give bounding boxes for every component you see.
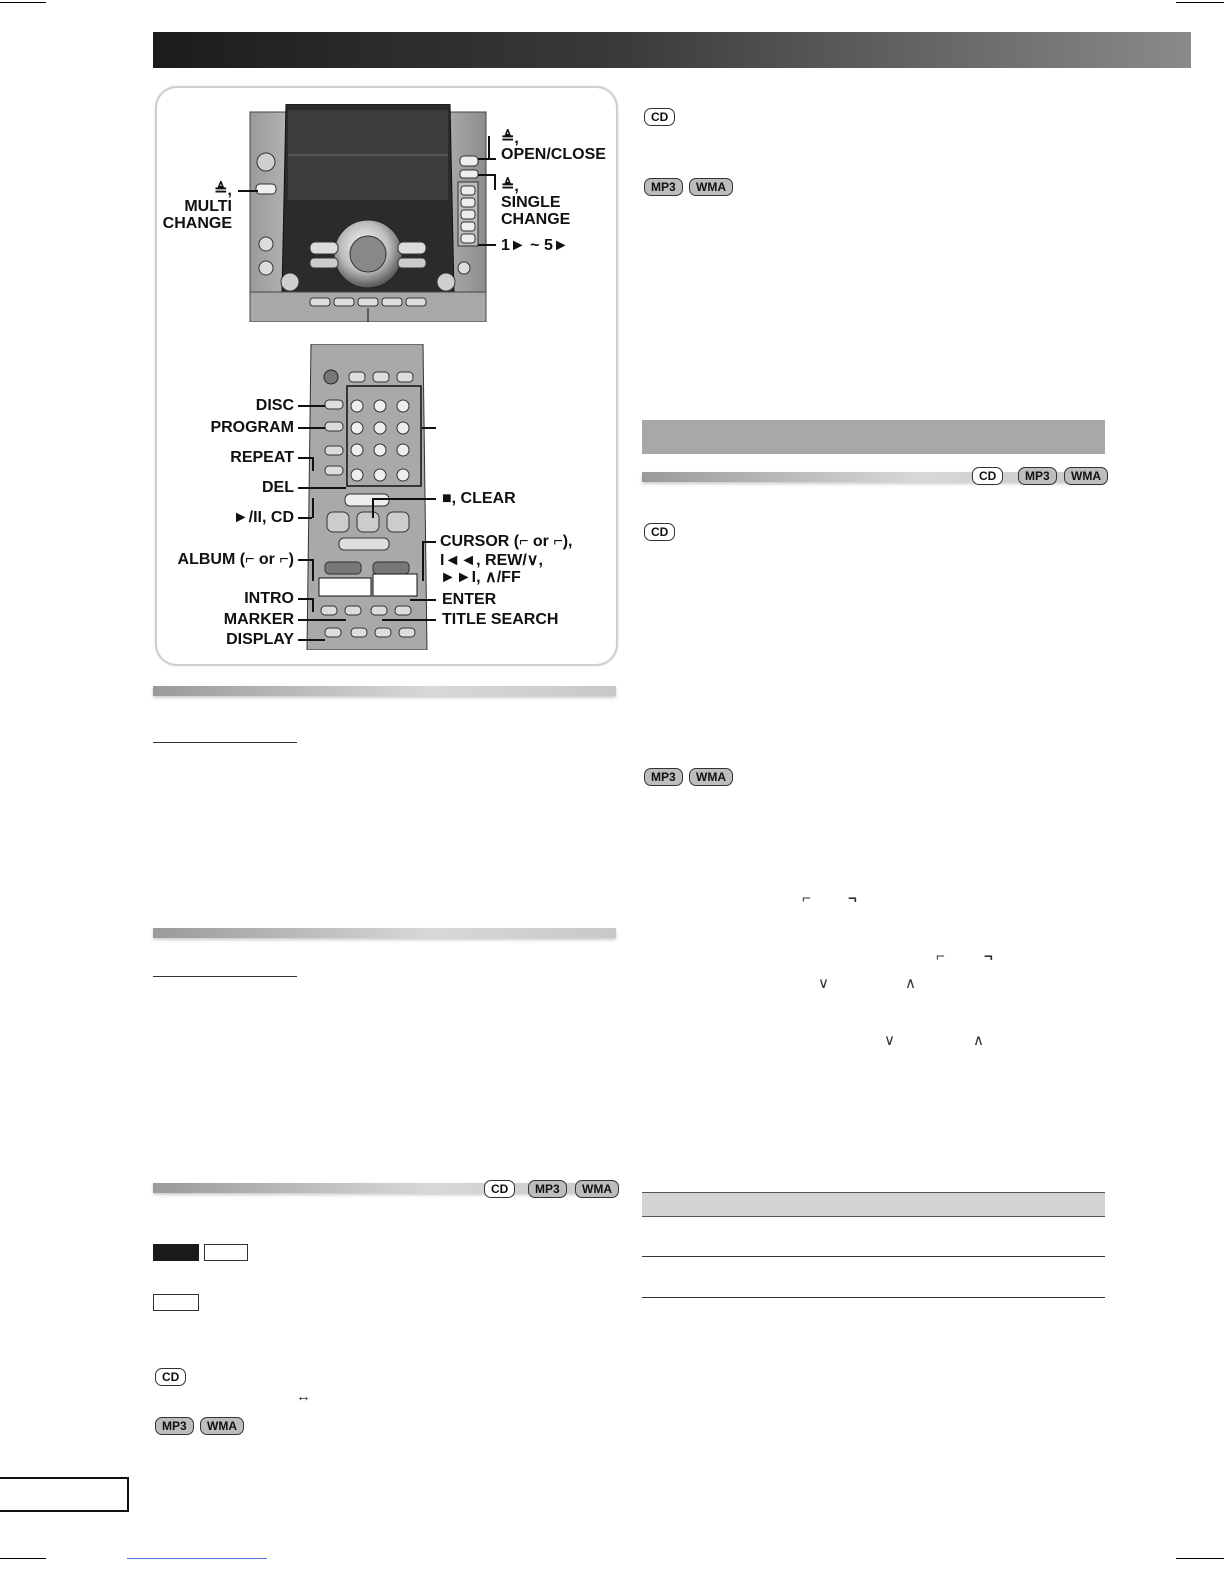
leader-repeat-v: [312, 457, 314, 471]
cursor-label-3: ►►I, ∧/FF: [440, 569, 521, 586]
display-label: DISPLAY: [226, 631, 294, 648]
title-search-label: TITLE SEARCH: [442, 611, 559, 628]
leader-intro-v: [312, 598, 314, 612]
wma-tag: WMA: [689, 178, 733, 196]
multi-change-label-2: CHANGE: [162, 215, 232, 232]
crop-mark-top-left: [0, 2, 46, 3]
leader-album-v: [312, 559, 314, 581]
leader-album: [298, 559, 312, 561]
wma-tag: WMA: [200, 1417, 244, 1435]
section-title-bar: [153, 32, 1191, 68]
cursor-left-icon: ⌐: [936, 948, 945, 965]
table-row-divider: [642, 1297, 1105, 1298]
mp3-tag: MP3: [644, 768, 683, 786]
down-icon: ∨: [884, 1032, 895, 1049]
page-number-box: [0, 1477, 129, 1512]
display-indicator-filled: [153, 1244, 199, 1261]
leader-title-search: [382, 619, 436, 621]
subheading-underline-2: [153, 976, 297, 977]
right-section-title-bar: [642, 420, 1105, 454]
crop-mark-top-right: [1176, 2, 1224, 3]
crop-mark-bottom-mid: [127, 1558, 267, 1559]
album-label: ALBUM (⌐ or ⌐): [177, 551, 294, 568]
cursor-right-icon: ¬: [984, 948, 993, 965]
up-icon: ∧: [973, 1032, 984, 1049]
mp3-tag: MP3: [528, 1180, 567, 1198]
cd-tag: CD: [644, 523, 675, 541]
main-unit-illustration: [248, 104, 488, 322]
display-indicator-outline-2: [153, 1294, 199, 1311]
eject-single-symbol: ≜,: [501, 178, 519, 195]
table-header-row: [642, 1192, 1105, 1217]
leader-play-v: [312, 498, 314, 518]
cursor-label-2: I◄◄, REW/∨,: [440, 552, 543, 569]
stop-clear-label: ■, CLEAR: [442, 490, 516, 507]
disc-label: DISC: [255, 397, 294, 414]
leader-enter: [410, 599, 436, 601]
down-icon: ∨: [818, 975, 829, 992]
leader-disc-keys: [478, 244, 496, 246]
leader-repeat: [298, 457, 312, 459]
leader-single-v: [494, 174, 496, 190]
section-heading-bar-1: [153, 686, 616, 696]
section-heading-bar-2: [153, 928, 616, 938]
leader-intro: [298, 598, 312, 600]
wma-tag: WMA: [689, 768, 733, 786]
leader-stop-v: [372, 498, 374, 518]
leader-cursor: [422, 541, 436, 543]
cursor-left-icon: ⌐: [802, 890, 811, 907]
marker-label: MARKER: [223, 611, 294, 628]
leader-numeric: [422, 427, 436, 429]
wma-tag: WMA: [1064, 467, 1108, 485]
leader-stop: [372, 498, 436, 500]
remote-control-illustration: [305, 344, 429, 650]
cursor-right-icon: ¬: [848, 890, 857, 907]
mp3-tag: MP3: [155, 1417, 194, 1435]
leader-open-close: [478, 158, 496, 160]
eject-open-close-symbol: ≜,: [501, 130, 519, 147]
open-close-label: OPEN/CLOSE: [501, 146, 606, 163]
play-pause-cd-label: ►/II, CD: [232, 509, 294, 526]
arrows-left-right-icon: ↔: [296, 1388, 311, 1405]
leader-program: [298, 427, 325, 429]
crop-mark-bottom-left: [0, 1558, 46, 1559]
disc-keys-label: 1► ~ 5►: [501, 237, 569, 254]
leader-multi: [238, 190, 258, 192]
single-change-label-1: SINGLE: [501, 194, 561, 211]
cd-tag: CD: [972, 467, 1003, 485]
crop-mark-bottom-right: [1176, 1558, 1224, 1559]
program-label: PROGRAM: [210, 419, 294, 436]
mp3-tag: MP3: [644, 178, 683, 196]
leader-play: [298, 517, 312, 519]
leader-del: [298, 487, 346, 489]
up-icon: ∧: [905, 975, 916, 992]
cursor-label-1: CURSOR (⌐ or ⌐),: [440, 533, 573, 550]
subheading-underline-1: [153, 742, 297, 743]
display-indicator-outline: [204, 1244, 248, 1261]
single-change-label-2: CHANGE: [501, 211, 571, 228]
mp3-tag: MP3: [1018, 467, 1057, 485]
eject-multi-symbol: ≜,: [214, 182, 232, 199]
intro-label: INTRO: [244, 590, 294, 607]
leader-open-close-v: [488, 136, 490, 158]
leader-disc: [298, 405, 325, 407]
leader-marker: [298, 619, 346, 621]
cd-tag: CD: [484, 1180, 515, 1198]
table-row-divider: [642, 1256, 1105, 1257]
cd-tag: CD: [644, 108, 675, 126]
cd-tag: CD: [155, 1368, 186, 1386]
leader-display: [298, 639, 325, 641]
enter-label: ENTER: [442, 591, 497, 608]
del-label: DEL: [262, 479, 294, 496]
repeat-label: REPEAT: [230, 449, 294, 466]
leader-cursor-v: [422, 541, 424, 581]
multi-change-label-1: MULTI: [184, 198, 232, 215]
wma-tag: WMA: [575, 1180, 619, 1198]
